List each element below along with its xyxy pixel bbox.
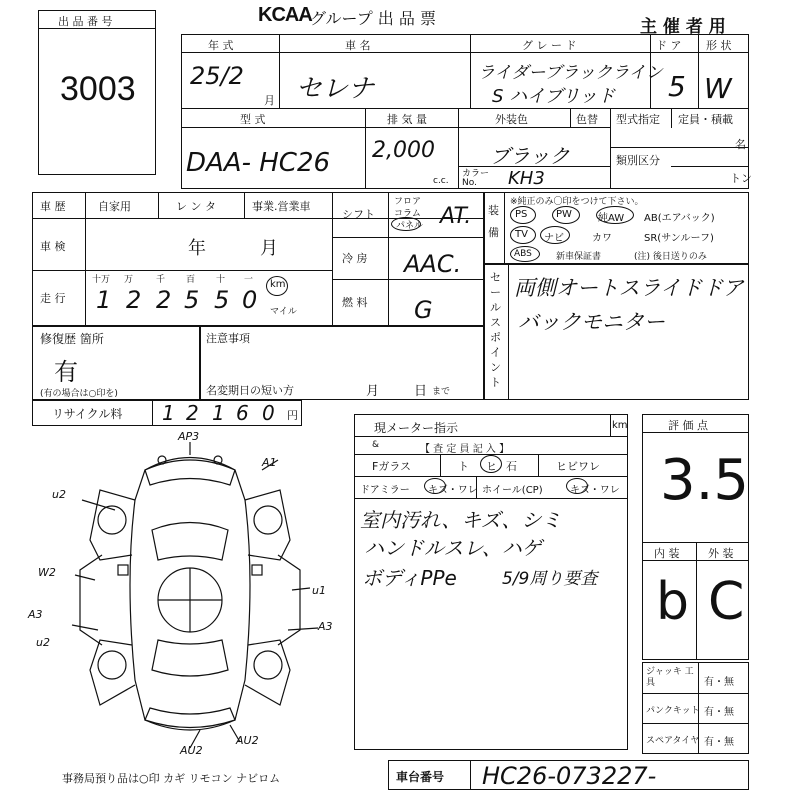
notes-day: 日: [414, 384, 428, 399]
mark-u2-left: u2: [52, 488, 66, 501]
col-line: [332, 192, 333, 326]
equip-pw[interactable]: PW: [556, 209, 572, 220]
col-line: [440, 454, 441, 476]
meter-mark: &: [372, 440, 380, 450]
type-designation-label: 型式指定: [616, 113, 660, 126]
mile-label: マイル: [270, 307, 297, 317]
lot-label: 出 品 番 号: [58, 15, 113, 28]
mileage-digit: 2: [126, 286, 142, 314]
rating-label: 評 価 点: [668, 419, 708, 432]
history-private[interactable]: 自家用: [98, 200, 131, 213]
col-line: [570, 108, 571, 128]
equip-sr[interactable]: SR(サンルーフ): [644, 233, 714, 244]
model-value: DAA- HC26: [186, 148, 331, 178]
mileage-unit: 十: [216, 275, 226, 285]
mileage-digit: 2: [156, 286, 172, 314]
col-line: [85, 192, 86, 326]
col-line: [158, 192, 159, 218]
color-no-label: カラー No.: [462, 169, 490, 188]
equip-navi[interactable]: ナビ: [544, 233, 564, 244]
mileage-unit: 十万: [92, 275, 111, 285]
col-line: [508, 264, 509, 400]
jack-label: ジャッキ 工 具: [646, 667, 694, 688]
repair-label: 修復歴 箇所: [40, 332, 104, 346]
sales-line2: バックモニター: [518, 310, 665, 334]
col-line: [696, 542, 697, 660]
interior-value: b: [656, 572, 690, 632]
shape-label: 形 状: [706, 39, 732, 52]
shape-value: W: [704, 72, 732, 105]
col-line: [244, 192, 245, 218]
brand-logo: KCAA: [258, 4, 312, 26]
mileage-digit: 0: [242, 286, 258, 314]
mirror-opts: キズ・ワレ: [428, 485, 478, 496]
recycle-digit: 1: [212, 401, 225, 425]
door-label: ド ア: [656, 39, 682, 52]
shift-label: シフト: [342, 208, 375, 221]
remark-1: 室内汚れ、キズ、シミ: [360, 508, 562, 532]
color-change-label: 色替: [576, 113, 598, 126]
recycle-digit: 1: [162, 401, 175, 425]
col-line: [152, 400, 153, 426]
door-value: 5: [668, 70, 686, 103]
mark-u1: u1: [312, 584, 326, 597]
inspection-label: 車 検: [40, 240, 66, 253]
row-line: [642, 693, 749, 694]
inspector-label: 【 査 定 員 記 入 】: [420, 444, 510, 455]
col-line: [458, 108, 459, 189]
puncture-value[interactable]: 有・無: [704, 707, 734, 718]
capacity-label: 定員・積載: [678, 113, 733, 126]
history-commercial[interactable]: 事業.営業車: [252, 200, 311, 213]
ac-label: 冷 房: [342, 252, 368, 265]
mark-u2-lower: u2: [36, 636, 50, 649]
row-line: [354, 476, 628, 477]
equip-abs[interactable]: ABS: [514, 249, 532, 259]
cc-label: c.c.: [433, 176, 449, 186]
mileage-digit: 5: [214, 286, 230, 314]
row-line: [181, 108, 749, 109]
repair-value: 有: [54, 358, 78, 386]
col-line: [470, 760, 471, 790]
equip-ps[interactable]: PS: [515, 209, 528, 220]
shift-panel: パネル: [396, 221, 424, 231]
sales-label: セールスポイント: [490, 271, 501, 389]
grade-label: グ レ ー ド: [522, 39, 577, 52]
col-line: [610, 414, 611, 436]
notes-month: 月: [366, 384, 380, 399]
mileage-label: 走 行: [40, 292, 66, 305]
inspection-year: 年: [188, 238, 206, 259]
remark-3: ボディPPe: [362, 566, 457, 590]
ton-unit: トン: [730, 172, 752, 185]
row-line: [671, 166, 749, 167]
row-line: [354, 436, 628, 437]
color-value: ブラック: [490, 144, 570, 168]
mileage-unit: 万: [124, 275, 134, 285]
grade-line2: S ハイブリッド: [492, 86, 616, 107]
km-label: km: [270, 279, 286, 290]
col-line: [610, 108, 611, 189]
mark-w2: W2: [38, 566, 56, 579]
glass-opt1: ト: [458, 460, 469, 473]
glass-opt3: 石: [506, 460, 517, 473]
fuel-value: G: [414, 296, 433, 324]
col-line: [388, 192, 389, 326]
persons-unit: 名: [735, 138, 746, 151]
wheel-label: ホイール(CP): [482, 485, 543, 496]
exterior-label: 外 装: [708, 547, 734, 560]
spare-label: スペアタイヤ: [646, 736, 700, 746]
color-label: 外装色: [495, 113, 528, 126]
puncture-label: パンクキット: [646, 706, 700, 716]
col-line: [470, 34, 471, 108]
lot-number: 3003: [60, 70, 136, 108]
equipment-note: ※純正のみ〇印をつけて下さい。: [510, 197, 644, 207]
recycle-digit: 0: [262, 401, 275, 425]
equip-later: (注) 後日送りのみ: [634, 252, 707, 262]
glass-label: Fガラス: [372, 460, 411, 473]
name-label: 車 名: [345, 39, 371, 52]
glass-opt4: ヒビワレ: [556, 460, 600, 473]
glass-opt2: ヒ: [486, 460, 497, 473]
mark-a3-right: A3: [318, 620, 333, 633]
year-value: 25/2: [190, 62, 244, 90]
recycle-unit: 円: [287, 409, 298, 422]
model-label: 型 式: [240, 113, 266, 126]
ac-value: AAC.: [404, 250, 462, 278]
mileage-unit: 一: [244, 275, 254, 285]
row-line: [181, 127, 461, 128]
wheel-opts: キズ・ワレ: [570, 485, 620, 496]
col-line: [698, 34, 699, 108]
mirror-label: ドアミラー: [360, 485, 410, 496]
remark-4: 5/9周り要査: [502, 569, 598, 589]
history-label: 車 歴: [40, 200, 66, 213]
inspection-month: 月: [260, 238, 278, 259]
row-line: [458, 127, 610, 128]
row-line: [332, 279, 484, 280]
exterior-value: C: [708, 572, 745, 632]
col-line: [671, 108, 672, 128]
row-line: [332, 237, 484, 238]
form-title: グループ 出 品 票: [310, 9, 436, 28]
equip-ab[interactable]: AB(エアバック): [644, 213, 715, 224]
equip-aw[interactable]: 純AW: [598, 213, 625, 224]
category-label: 類別区分: [616, 154, 660, 167]
col-line: [538, 454, 539, 476]
year-label: 年 式: [208, 39, 234, 52]
grade-line1: ライダーブラックライン: [478, 63, 663, 83]
spare-value[interactable]: 有・無: [704, 737, 734, 748]
equip-warranty[interactable]: 新車保証書: [556, 252, 602, 262]
fuel-label: 燃 料: [342, 296, 368, 309]
year-unit: 月: [264, 94, 275, 107]
mark-a1: A1: [262, 456, 277, 469]
shift-column: コラム: [394, 209, 421, 219]
shift-floor: フロア: [394, 197, 422, 207]
jack-value[interactable]: 有・無: [704, 677, 734, 688]
meter-unit: km: [612, 420, 628, 431]
col-line: [504, 192, 505, 264]
repair-note: (有の場合は○印を): [40, 389, 118, 399]
mileage-unit: 百: [186, 275, 196, 285]
disp-label: 排 気 量: [387, 113, 427, 126]
equip-leather[interactable]: カワ: [592, 233, 612, 244]
interior-label: 内 装: [654, 547, 680, 560]
row-line: [354, 498, 628, 499]
chassis-label: 車台番号: [396, 770, 445, 784]
name-value: セレナ: [296, 74, 375, 104]
mileage-digit: 5: [184, 286, 200, 314]
mark-a3-left: A3: [28, 608, 43, 621]
notes-label: 注意事項: [206, 332, 250, 345]
row-line: [642, 723, 749, 724]
color-no-value: KH3: [508, 168, 545, 189]
mark-au2-a: AU2: [180, 744, 203, 757]
equip-tv[interactable]: TV: [515, 229, 528, 240]
sales-line1: 両側オートスライドドア: [514, 276, 744, 300]
organizer-label: 主 催 者 用: [640, 17, 726, 37]
mark-top: AP3: [178, 430, 200, 443]
chassis-value: HC26-073227-: [482, 762, 657, 790]
history-rental[interactable]: レ ン タ: [176, 200, 216, 213]
remark-2: ハンドルスレ、ハゲ: [364, 536, 542, 560]
row-line: [610, 147, 749, 148]
notes-until: まで: [432, 387, 451, 397]
recycle-digit: 6: [236, 401, 249, 425]
disp-value: 2,000: [372, 138, 435, 163]
mark-au2-b: AU2: [236, 734, 259, 747]
recycle-label: リサイクル料: [52, 407, 123, 421]
mileage-digit: 1: [96, 286, 112, 314]
recycle-digit: 2: [186, 401, 199, 425]
mileage-unit: 千: [156, 275, 166, 285]
row-line: [32, 270, 332, 271]
col-line: [279, 34, 280, 108]
meter-label: 現メーター指示: [374, 421, 459, 435]
col-line: [365, 108, 366, 189]
shift-value: AT.: [440, 204, 472, 229]
name-change-label: 名変期日の短い方: [206, 384, 294, 397]
rating-score: 3.5: [660, 448, 750, 513]
car-diagram: [40, 430, 340, 760]
office-note: 事務局預り品は○印 カギ リモコン ナビロム: [62, 772, 281, 785]
equipment-label: 装備: [488, 204, 499, 239]
